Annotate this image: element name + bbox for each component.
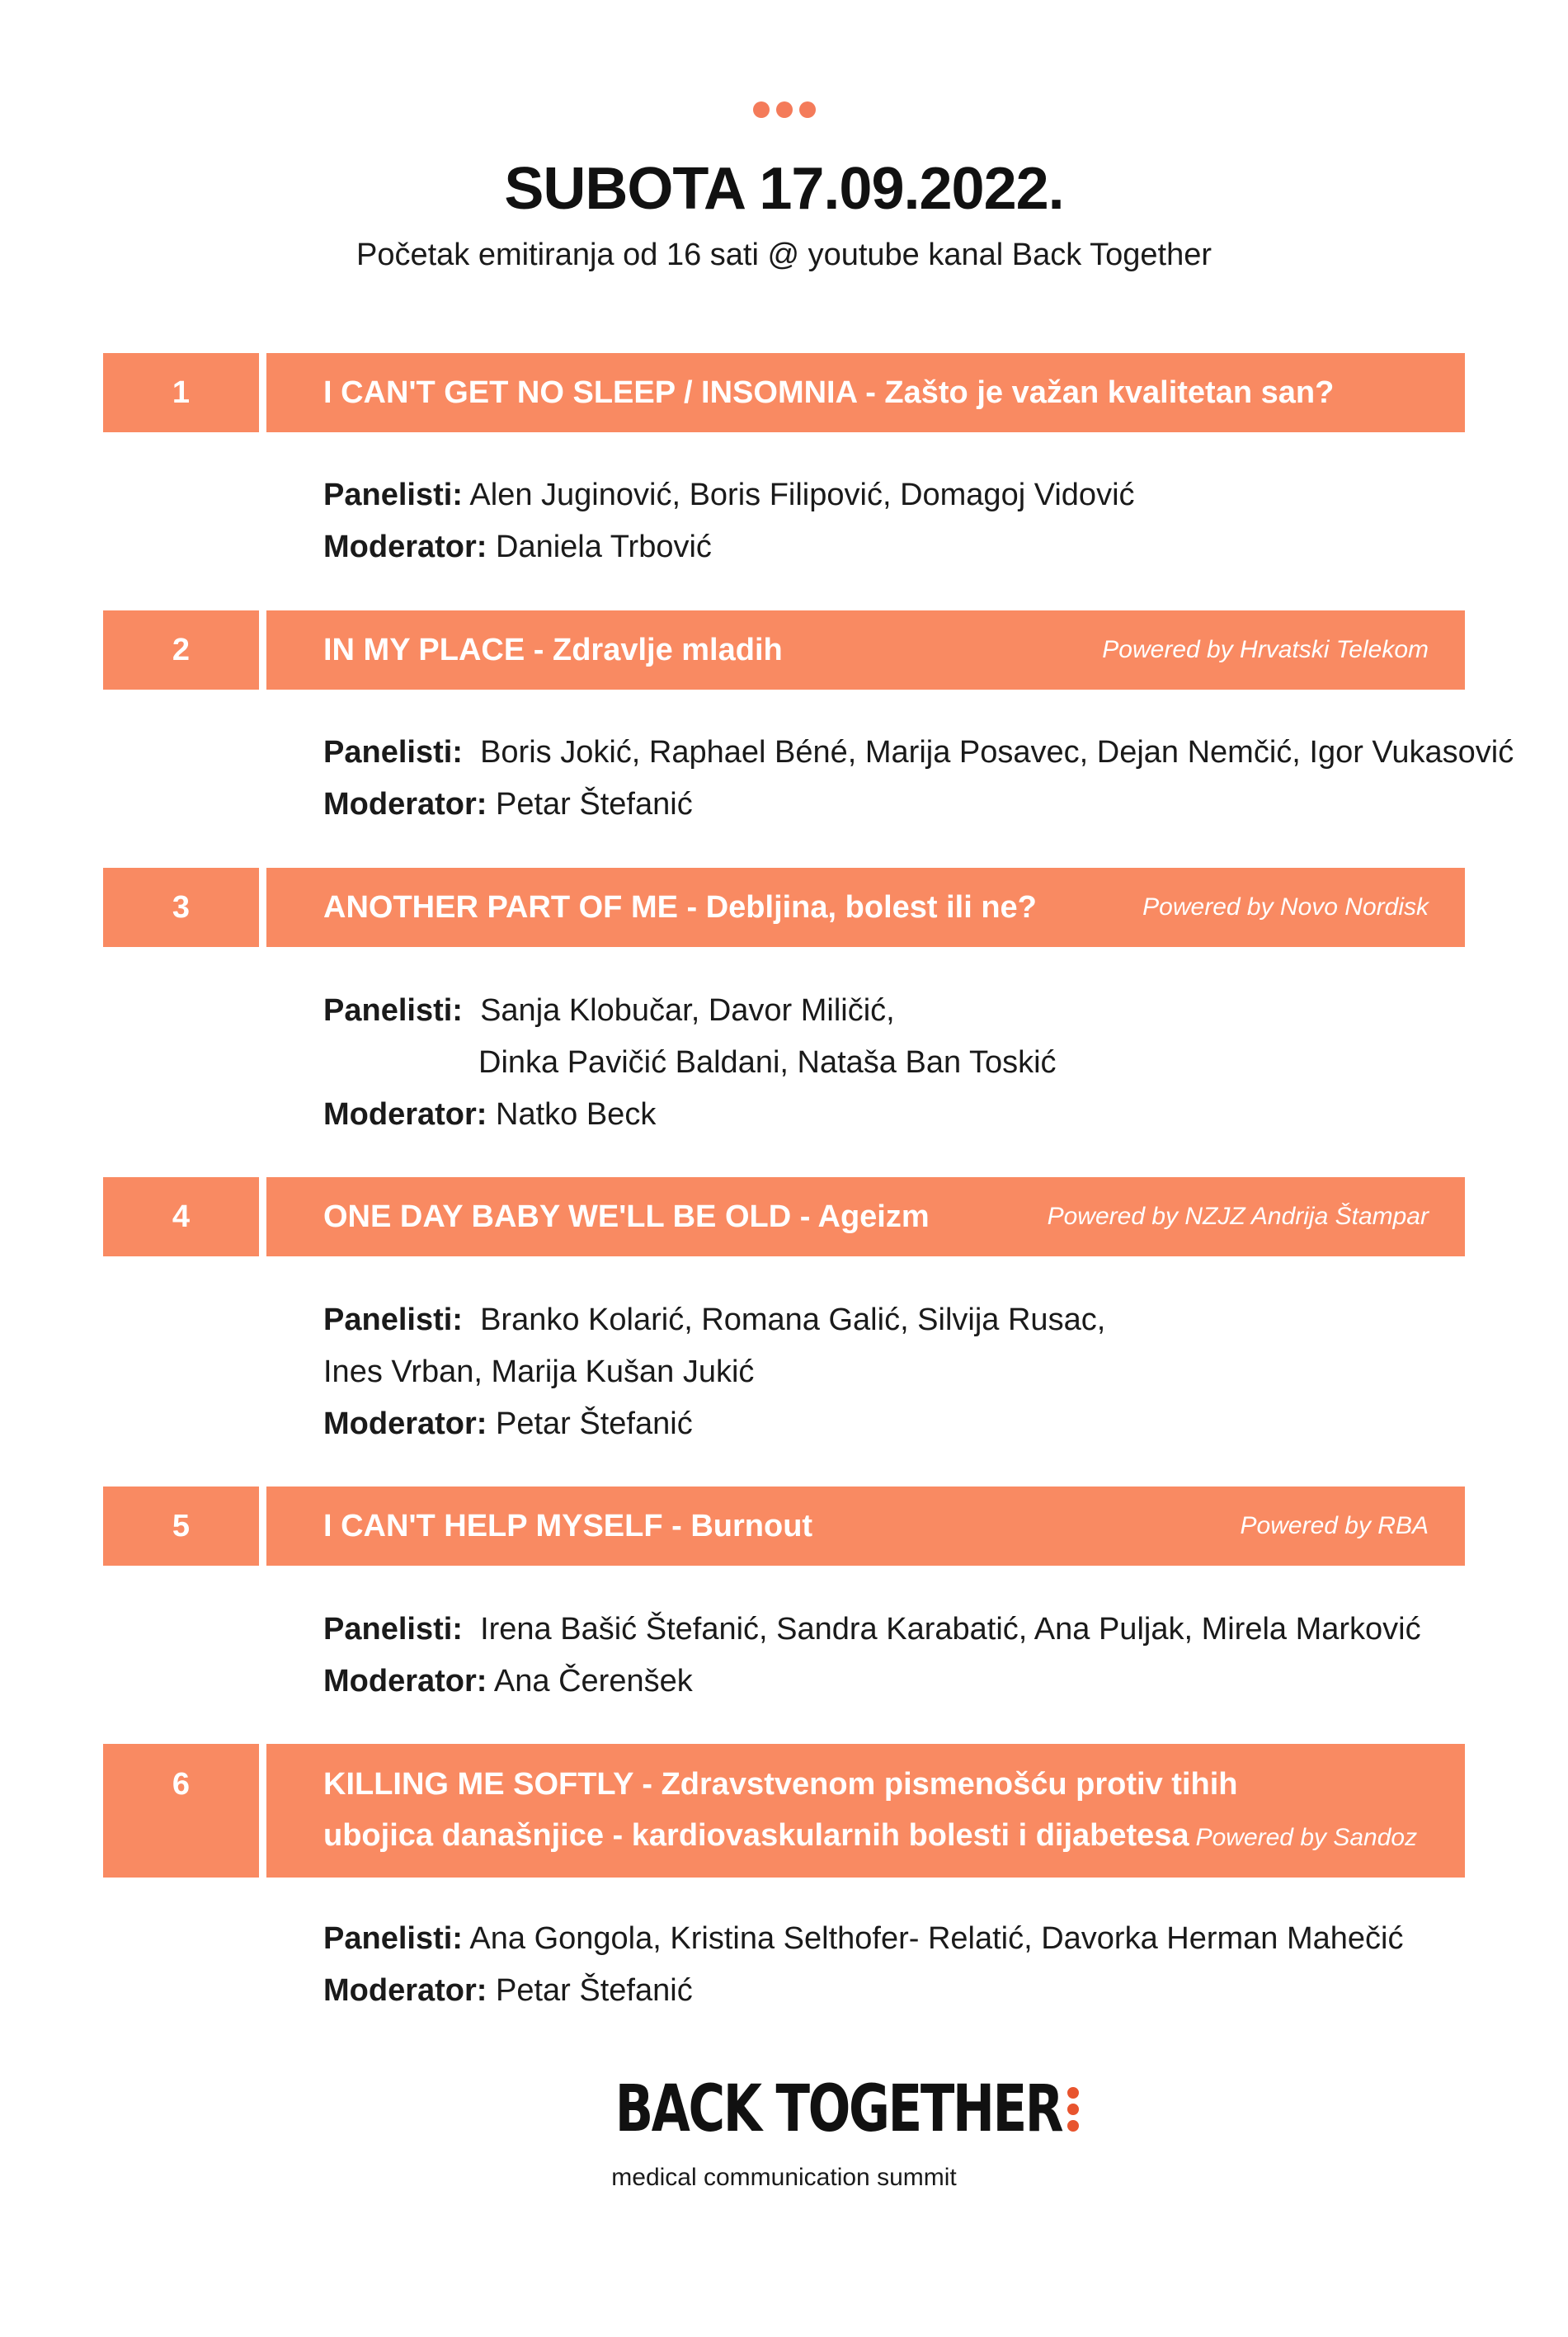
session-title-bar: [266, 1177, 1465, 1256]
session-title-bar: [266, 868, 1465, 947]
session-title: I CAN'T HELP MYSELF - Burnout: [323, 1508, 813, 1543]
page-subtitle: Početak emitiranja od 16 sati @ youtube kanal Back Together: [356, 238, 1212, 272]
session-title-line1: KILLING ME SOFTLY - Zdravstvenom pismenošću protiv tihih: [323, 1767, 1238, 1802]
panelists-label: Panelisti:: [323, 1921, 463, 1956]
panelists-label: Panelisti:: [323, 735, 463, 770]
session-title: I CAN'T GET NO SLEEP / INSOMNIA - Zašto je važan kvalitetan san?: [323, 375, 1335, 410]
sponsor-label: Powered by NZJZ Andrija Štampar: [1047, 1203, 1429, 1230]
session-details: [323, 469, 1135, 573]
panelists-list: Alen Juginović, Boris Filipović, Domagoj Vidović: [469, 478, 1135, 512]
moderator-name: Natko Beck: [496, 1097, 657, 1132]
panelists-label: Panelisti:: [323, 478, 463, 512]
dot-icon: [776, 101, 793, 118]
sponsor-label: Powered by Hrvatski Telekom: [1102, 636, 1429, 663]
session-number: 1: [103, 353, 259, 432]
dot-icon: [799, 101, 816, 118]
dot-icon: [753, 101, 770, 118]
session-details: [323, 1294, 1105, 1450]
session-number: 3: [103, 868, 259, 947]
panelists-list: Branko Kolarić, Romana Galić, Silvija Rusac,: [480, 1303, 1106, 1337]
moderator-name: Daniela Trbović: [496, 530, 712, 564]
session-title-bar: [266, 353, 1465, 432]
moderator-label: Moderator:: [323, 1406, 487, 1441]
session-title-line2: ubojica današnjice - kardiovaskularnih bolesti i dijabetesa: [323, 1818, 1189, 1853]
panelists-list: Sanja Klobučar, Davor Miličić,: [480, 993, 895, 1028]
sponsor-label: Powered by Sandoz: [1195, 1824, 1418, 1851]
session-number: 5: [103, 1487, 259, 1566]
sponsor-label: Powered by RBA: [1240, 1512, 1429, 1539]
session-title-bar: [266, 1487, 1465, 1566]
session-title: ONE DAY BABY WE'LL BE OLD - Ageizm: [323, 1199, 930, 1234]
panelists-label: Panelisti:: [323, 1612, 463, 1647]
moderator-label: Moderator:: [323, 1664, 487, 1699]
session-details: [323, 1913, 1403, 2017]
session-details: [323, 1604, 1421, 1708]
brand-tagline: medical communication summit: [611, 2164, 957, 2191]
moderator-name: Petar Štefanić: [496, 1406, 693, 1441]
session-title-bar: [266, 1744, 1465, 1878]
sponsor-label: Powered by Novo Nordisk: [1142, 893, 1429, 921]
brand-logo: [0, 2072, 1568, 2146]
brand-name: BACK TOGETHER: [615, 2072, 1062, 2146]
moderator-label: Moderator:: [323, 530, 487, 564]
panelists-label: Panelisti:: [323, 1303, 463, 1337]
moderator-name: Ana Čerenšek: [493, 1664, 693, 1699]
panelists-label: Panelisti:: [323, 993, 463, 1028]
panelists-list-continued: Ines Vrban, Marija Kušan Jukić: [323, 1355, 755, 1389]
session-title-bar: [266, 610, 1465, 690]
session-details: [323, 727, 1514, 831]
panelists-list: Boris Jokić, Raphael Béné, Marija Posavec, Dejan Nemčić, Igor Vukasović: [480, 735, 1514, 770]
session-details: [323, 985, 1057, 1141]
moderator-label: Moderator:: [323, 1097, 487, 1132]
brand-dots-icon: [1067, 2087, 1079, 2132]
session-number: [103, 1744, 259, 1878]
panelists-list-continued: Dinka Pavičić Baldani, Nataša Ban Toskić: [478, 1045, 1057, 1080]
moderator-label: Moderator:: [323, 787, 487, 822]
session-title: IN MY PLACE - Zdravlje mladih: [323, 632, 783, 667]
session-number: 2: [103, 610, 259, 690]
page-title: SUBOTA 17.09.2022.: [504, 156, 1064, 222]
decorative-dots: [0, 101, 1568, 118]
panelists-list: Irena Bašić Štefanić, Sandra Karabatić, Ana Puljak, Mirela Marković: [480, 1612, 1421, 1647]
moderator-name: Petar Štefanić: [496, 1973, 693, 2008]
session-title: ANOTHER PART OF ME - Debljina, bolest ili ne?: [323, 889, 1037, 925]
panelists-list: Ana Gongola, Kristina Selthofer- Relatić, Davorka Herman Mahečić: [469, 1921, 1404, 1956]
moderator-label: Moderator:: [323, 1973, 487, 2008]
session-number: 4: [103, 1177, 259, 1256]
session-title-line2-wrap: [323, 1810, 1429, 1863]
moderator-name: Petar Štefanić: [496, 787, 693, 822]
session-number-text: 6: [172, 1767, 191, 1802]
